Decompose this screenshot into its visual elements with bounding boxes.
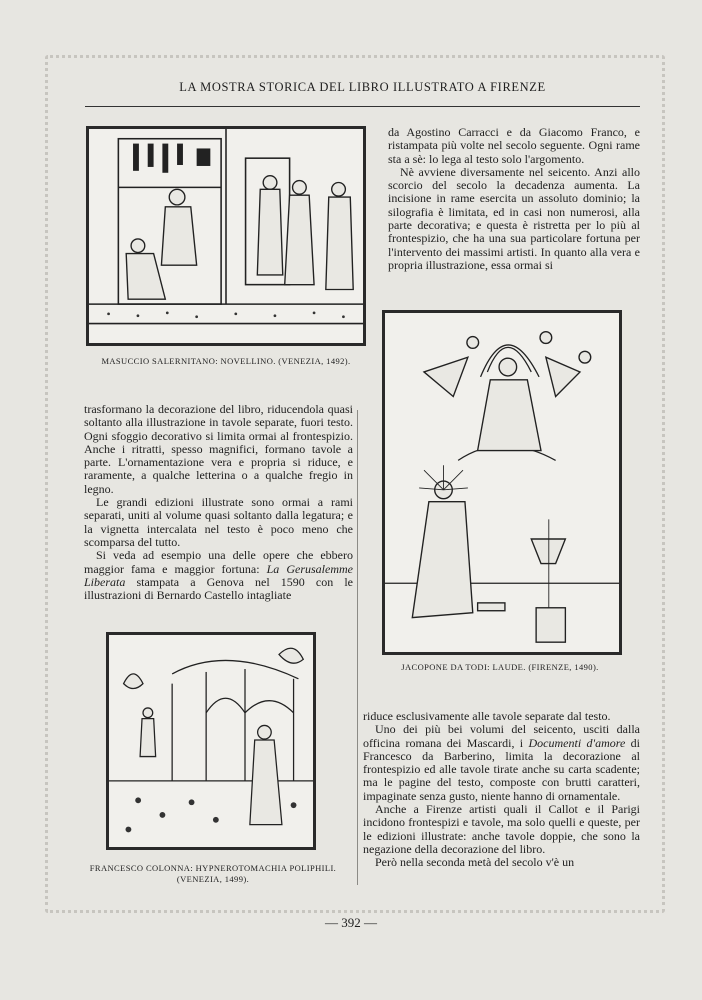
paragraph: Nè avviene diversamente nel seicento. Anzi allo scorcio del secolo la decadenza aumenta. La incisione in rame esercita un assoluto dominio; la silografia è limitata, ed in casi non numerosi, alla parte decorativa; e questa è ristretta per lo più al frontespizio, che ha una sua particolare fortuna per l'intervento dei massimi artisti. In quanto alla vera e propria illustrazione, essa ormai si xyxy=(388,164,640,272)
book-title: Documenti d'amore xyxy=(528,735,626,750)
page-number: — 392 — xyxy=(325,915,377,930)
running-title: LA MOSTRA STORICA DEL LIBRO ILLUSTRATO A FIRENZE xyxy=(179,80,546,94)
text-column-left xyxy=(84,403,353,602)
woodcut-laude-illustration xyxy=(385,313,619,652)
book-title: La Gerusalemme Liberata xyxy=(84,561,353,589)
header-rule xyxy=(85,106,640,107)
figure-caption: JACOPONE DA TODI: LAUDE. (FIRENZE, 1490). xyxy=(401,662,599,672)
figure-caption: MASUCCIO SALERNITANO: NOVELLINO. (VENEZIA, 1492). xyxy=(101,356,351,366)
paragraph: riduce esclusivamente alle tavole separate dal testo. xyxy=(363,709,611,723)
caption-line: FRANCESCO COLONNA: HYPNEROTOMACHIA POLIPHILI. xyxy=(89,863,337,873)
woodcut-hypnerotomachia-illustration xyxy=(109,635,313,847)
paragraph: trasformano la decorazione del libro, riducendola quasi soltanto alla illustrazione in tavole separate, fuori testo. Ogni sfoggio decorativo si limita ormai al frontespizio. Anche i ritratti, spesso magnifici, formano tavole a parte. L'ornamentazione vera e propria si riduce, e raramente, a qualche letterina o a qualche fregio in legno. xyxy=(84,402,353,496)
caption-line: (VENEZIA, 1499). xyxy=(176,874,250,884)
text-column-right-top xyxy=(388,126,640,272)
paragraph: Si veda ad esempio una delle opere che ebbero maggior fama e maggior fortuna: La Gerusalemme Liberata stampata a Genova nel 1590 con le illustrazioni di Bernardo Castello intagliate xyxy=(84,548,353,603)
woodcut-laude xyxy=(382,310,622,655)
woodcut-hypnerotomachia xyxy=(106,632,316,850)
paragraph: da Agostino Carracci e da Giacomo Franco, e ristampata più volte nel secolo seguente. Ogni rame sta a sè: lo lega al testo solo l'argomento. xyxy=(388,125,640,166)
woodcut-novellino-illustration xyxy=(89,129,363,343)
column-rule xyxy=(357,410,358,885)
paragraph: Anche a Firenze artisti quali il Callot e il Parigi incidono frontespizi e tavole, ma solo quelli e queste, per le edizioni illustrate: anche tavole doppie, che sono la negazione della decorazione del libro. xyxy=(363,802,640,856)
woodcut-novellino xyxy=(86,126,366,346)
paragraph: Però nella seconda metà del secolo v'è un xyxy=(375,855,575,870)
paragraph: Uno dei più bei volumi del seicento, usciti dalla officina romana dei Mascardi, i Documenti d'amore di Francesco da Barberino, limita la decorazione al frontespizio ed alle tavole tirate anche su carta scadente; ma le pagine del testo, composte con brutti caratteri, impaginate senza gusto, niente hanno di ornamentale. xyxy=(363,722,640,803)
figure-caption xyxy=(88,863,338,885)
text-column-right-bottom xyxy=(363,710,640,870)
paragraph: Le grandi edizioni illustrate sono ormai a rami separati, uniti al volume quasi soltanto dalla legatura; e la vignetta intercalata nel testo è poco meno che scomparsa del tutto. xyxy=(84,495,353,549)
